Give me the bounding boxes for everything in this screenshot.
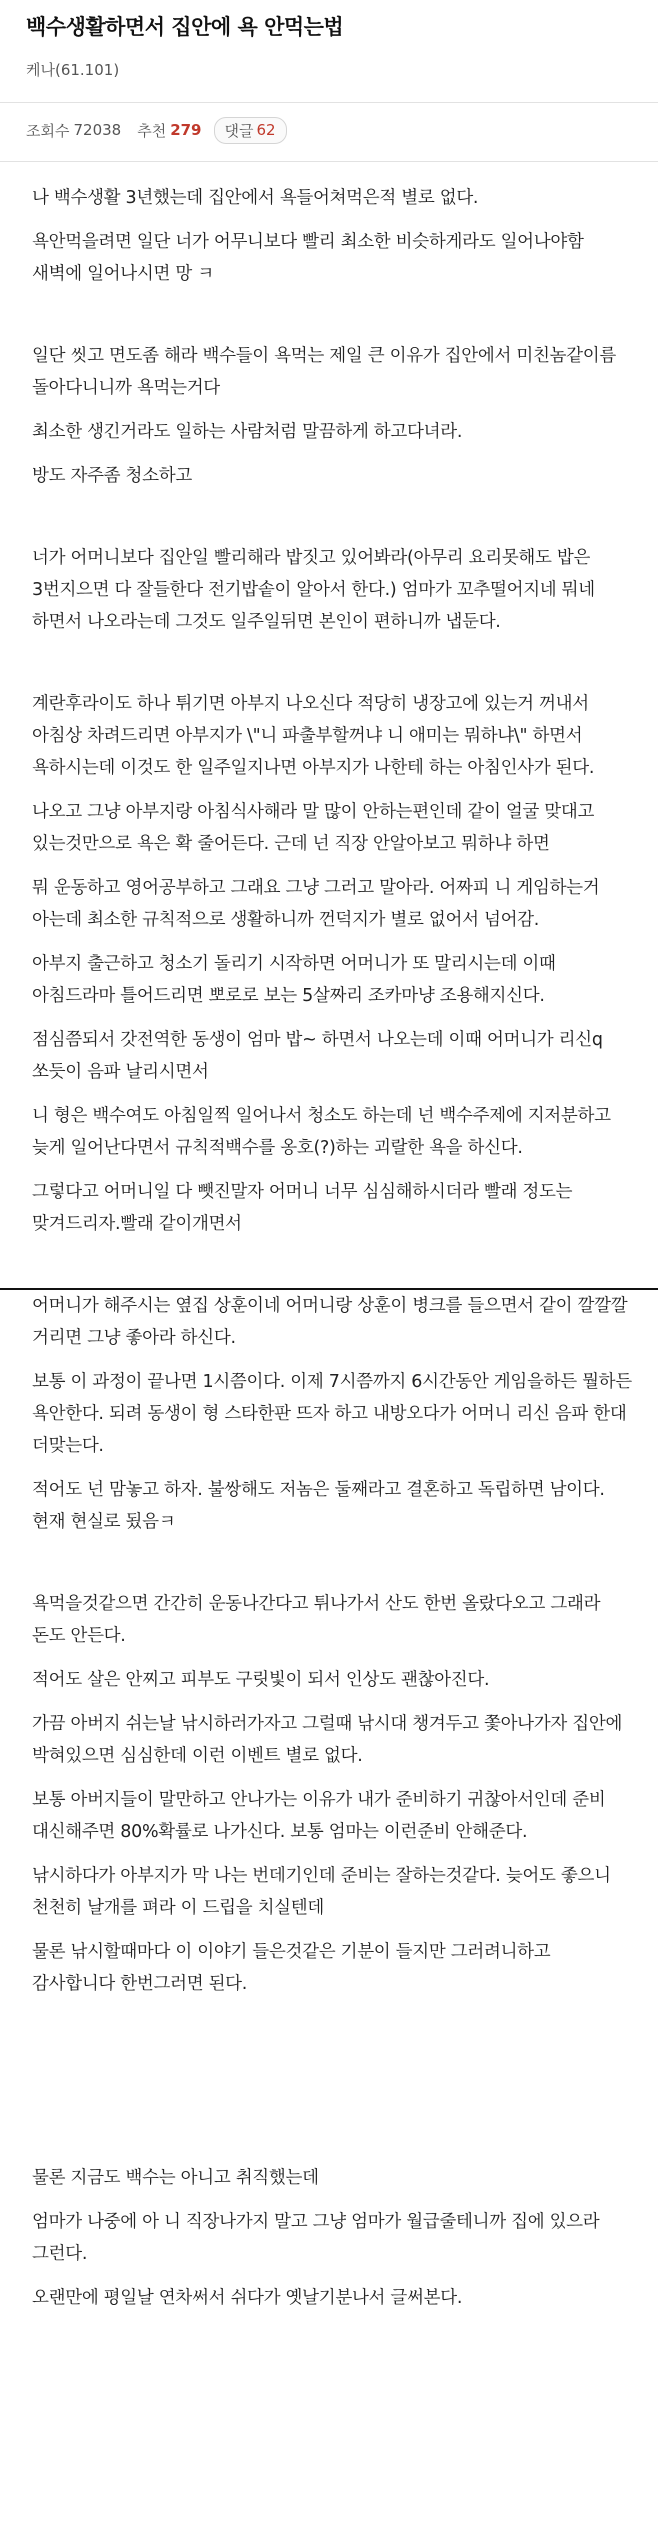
horizontal-rule (0, 1288, 658, 1290)
body-paragraph: 그렇다고 어머니일 다 뺏진말자 어머니 너무 심심해하시더라 빨래 정도는 맞겨드리자.빨래 같이개면서 (32, 1182, 573, 1234)
views-count: 72038 (73, 121, 122, 139)
body-paragraph: 어머니가 해주시는 옆집 상훈이네 어머니랑 상훈이 병크를 들으면서 같이 깔깔깔 거리면 그냥 좋아라 하신다. (32, 1296, 628, 1348)
paragraph-spacer (32, 504, 632, 542)
body-paragraph: 물론 지금도 백수는 아니고 취직했는데 (32, 2168, 319, 2188)
paragraph-spacer (32, 302, 632, 340)
paragraph-spacer (32, 1252, 632, 1290)
views-label: 조회수 (26, 121, 70, 140)
body-paragraph: 계란후라이도 하나 튀기면 아부지 나오신다 적당히 냉장고에 있는거 꺼내서 아침상 차려드리면 아부지가 \"니 파출부할꺼냐 니 애미는 뭐하냐\" 하면서 욕하시는데 이것도 한 일주일지나면 아부지가 나한테 하는 아침인사가 된다. (32, 694, 595, 778)
comments-label: 댓글 (224, 121, 254, 140)
body-paragraph: 낚시하다가 아부지가 막 나는 번데기인데 준비는 잘하는것같다. 늦어도 좋으니 천천히 날개를 펴라 이 드립을 치실텐데 (32, 1866, 611, 1918)
post-body (0, 162, 658, 2314)
body-paragraph: 욕안먹을려면 일단 너가 어무니보다 빨리 최소한 비슷하게라도 일어나야함 새벽에 일어나시면 망 ㅋ (32, 232, 584, 284)
paragraph-spacer (32, 650, 632, 688)
post-header (0, 0, 658, 80)
body-paragraph: 보통 이 과정이 끝나면 1시쯤이다. 이제 7시쯤까지 6시간동안 게임을하든 뭘하든 욕안한다. 되려 동생이 형 스타한판 뜨자 하고 내방오다가 어머니 리신 음파 한대 더맞는다. (32, 1372, 632, 1456)
body-paragraph: 나 백수생활 3년했는데 집안에서 욕들어쳐먹은적 별로 없다. (32, 188, 479, 208)
body-paragraph: 뭐 운동하고 영어공부하고 그래요 그냥 그러고 말아라. 어짜피 니 게임하는거 아는데 최소한 규칙적으로 생활하니까 껀덕지가 별로 없어서 넘어감. (32, 878, 600, 930)
body-paragraph: 최소한 생긴거라도 일하는 사람처럼 말끔하게 하고다녀라. (32, 422, 463, 442)
post-meta (0, 103, 658, 143)
body-paragraph: 적어도 넌 맘놓고 하자. 불쌍해도 저놈은 둘째라고 결혼하고 독립하면 남이다. 현재 현실로 됬음ㅋ (32, 1480, 605, 1532)
post-title: 백수생활하면서 집안에 욕 안먹는법 (26, 15, 344, 39)
body-paragraph: 적어도 살은 안찌고 피부도 구릿빛이 되서 인상도 괜찮아진다. (32, 1670, 490, 1690)
body-paragraph: 욕먹을것같으면 간간히 운동나간다고 튀나가서 산도 한번 올랐다오고 그래라 돈도 안든다. (32, 1594, 601, 1646)
comments-count: 62 (256, 121, 276, 139)
body-paragraph: 오랜만에 평일날 연차써서 쉬다가 옛날기분나서 글써본다. (32, 2288, 463, 2308)
recommend-label: 추천 (137, 121, 167, 140)
post-author[interactable]: 케나(61.101) (26, 61, 120, 79)
paragraph-spacer (32, 1550, 632, 1588)
paragraph-spacer (32, 2012, 632, 2162)
body-paragraph: 점심쯤되서 갓전역한 동생이 엄마 밥~ 하면서 나오는데 이때 어머니가 리신q 쏘듯이 음파 날리시면서 (32, 1030, 603, 1082)
comments-button[interactable] (214, 117, 287, 144)
body-paragraph: 니 형은 백수여도 아침일찍 일어나서 청소도 하는데 넌 백수주제에 지저분하고 늦게 일어난다면서 규칙적백수를 옹호(?)하는 괴랄한 욕을 하신다. (32, 1106, 611, 1158)
body-paragraph: 보통 아버지들이 말만하고 안나가는 이유가 내가 준비하기 귀찮아서인데 준비 대신해주면 80%확률로 나가신다. 보통 엄마는 이런준비 안해준다. (32, 1790, 606, 1842)
body-paragraph: 너가 어머니보다 집안일 빨리해라 밥짓고 있어봐라(아무리 요리못해도 밥은 3번지으면 다 잘들한다 전기밥솥이 알아서 한다.) 엄마가 꼬추떨어지네 뭐네 하면서 나오라는데 그것도 일주일뒤면 본인이 편하니까 냅둔다. (32, 548, 595, 632)
body-paragraph: 나오고 그냥 아부지랑 아침식사해라 말 많이 안하는편인데 같이 얼굴 맞대고 있는것만으로 욕은 확 줄어든다. 근데 넌 직장 안알아보고 뭐하냐 하면 (32, 802, 595, 854)
body-paragraph: 물론 낚시할때마다 이 이야기 들은것같은 기분이 들지만 그러려니하고 감사합니다 한번그러면 된다. (32, 1942, 551, 1994)
body-paragraph: 방도 자주좀 청소하고 (32, 466, 192, 486)
body-paragraph: 일단 씻고 면도좀 해라 백수들이 욕먹는 제일 큰 이유가 집안에서 미친놈같이름 돌아다니니까 욕먹는거다 (32, 346, 616, 398)
recommend-count: 279 (170, 121, 202, 139)
body-paragraph: 아부지 출근하고 청소기 돌리기 시작하면 어머니가 또 말리시는데 이때 아침드라마 틀어드리면 뽀로로 보는 5살짜리 조카마냥 조용해지신다. (32, 954, 556, 1006)
body-paragraph: 가끔 아버지 쉬는날 낚시하러가자고 그럴때 낚시대 챙겨두고 쫓아나가자 집안에 박혀있으면 심심한데 이런 이벤트 별로 없다. (32, 1714, 623, 1766)
body-paragraph: 엄마가 나중에 아 니 직장나가지 말고 그냥 엄마가 월급줄테니까 집에 있으라 그런다. (32, 2212, 600, 2264)
